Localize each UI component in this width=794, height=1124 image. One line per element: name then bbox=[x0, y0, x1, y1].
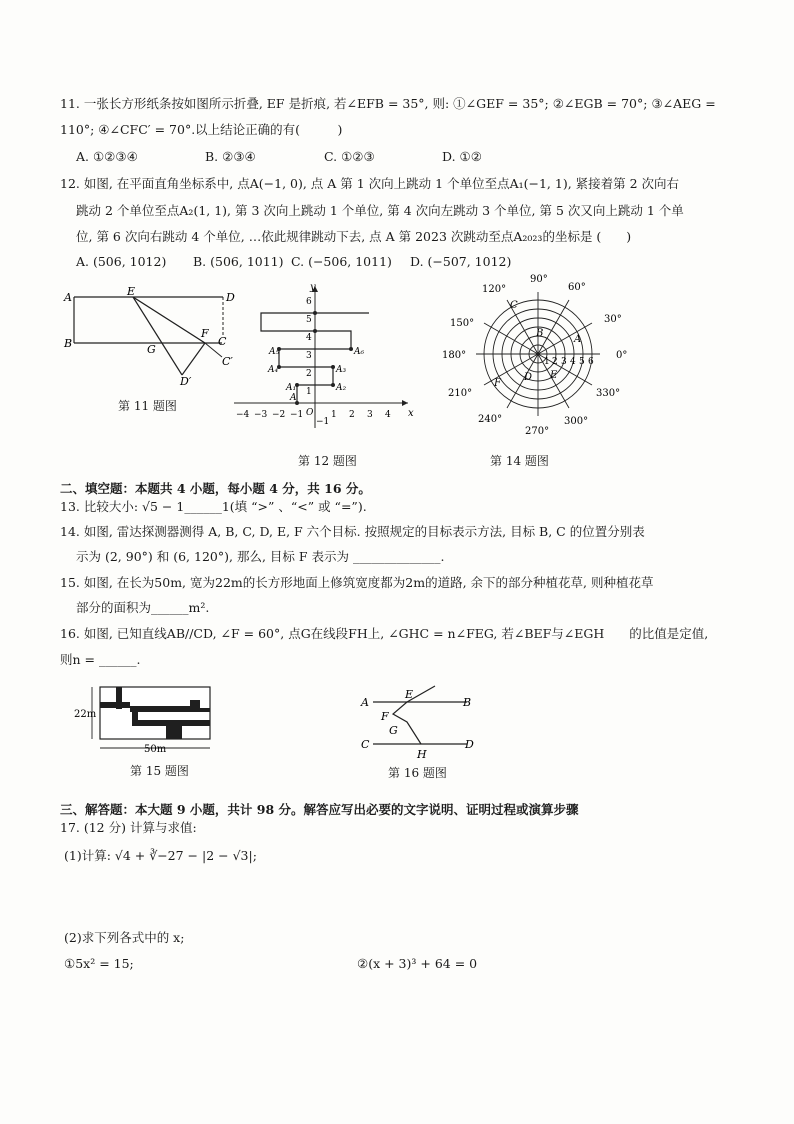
q12-option-b: B. (506, 1011) bbox=[193, 254, 284, 269]
q11-option-c: C. ①②③ bbox=[324, 149, 375, 164]
fig14-angle-60: 60° bbox=[568, 282, 586, 293]
fig12-xtick-neg4: −4 bbox=[236, 410, 250, 420]
fig12-ytick-6: 6 bbox=[306, 297, 312, 307]
fig12-axis-x: x bbox=[408, 408, 414, 419]
q12-option-a: A. (506, 1012) bbox=[76, 254, 167, 269]
fig16-label-h: H bbox=[417, 748, 427, 761]
fig11-label-b: B bbox=[64, 337, 73, 350]
fig12-xtick-4: 4 bbox=[385, 410, 391, 420]
fig12-xtick-neg1: −1 bbox=[290, 410, 304, 420]
fig14-angle-30: 30° bbox=[604, 314, 622, 325]
q14-line1: 14. 如图, 雷达探测器测得 A, B, C, D, E, F 六个目标. 按照规定的目标表示方法, 目标 B, C 的位置分别表 bbox=[60, 524, 645, 539]
fig12-label-a4: A₄ bbox=[268, 365, 279, 375]
fig14-angle-270: 270° bbox=[525, 426, 550, 437]
q17-eq1: ①5x² = 15; bbox=[64, 956, 134, 971]
fig12-axis-y: y bbox=[310, 282, 316, 293]
fig11-label-g: G bbox=[147, 343, 156, 356]
fig11-label-d-prime: D′ bbox=[180, 375, 192, 385]
fig12-label-a: A bbox=[290, 393, 297, 403]
q16-line1: 16. 如图, 已知直线AB//CD, ∠F = 60°, 点G在线段FH上, ∠GHC = n∠FEG, 若∠BEF与∠EGH 的比值是定值, bbox=[60, 626, 709, 641]
q17-title: 17. (12 分) 计算与求值: bbox=[60, 820, 197, 835]
q12-line2: 跳动 2 个单位至点A₂(1, 1), 第 3 次向上跳动 1 个单位, 第 4 次向左跳动 3 个单位, 第 5 次又向上跳动 1 个单 bbox=[76, 203, 684, 218]
figure-11 bbox=[60, 285, 240, 385]
figure-14-caption: 第 14 题图 bbox=[490, 454, 549, 468]
fig14-angle-120: 120° bbox=[482, 284, 507, 295]
figure-12-caption: 第 12 题图 bbox=[298, 454, 357, 468]
fig16-label-g: G bbox=[389, 724, 398, 737]
fig16-label-f: F bbox=[381, 710, 389, 723]
fig14-angle-210: 210° bbox=[448, 388, 473, 399]
fig16-label-d: D bbox=[465, 738, 474, 751]
fig11-label-e: E bbox=[127, 285, 136, 298]
q15-line2: 部分的面积为______m². bbox=[76, 600, 210, 615]
q12-option-d: D. (−507, 1012) bbox=[410, 254, 512, 269]
q11-option-b: B. ②③④ bbox=[205, 149, 256, 164]
figure-15 bbox=[72, 682, 222, 762]
fig14-target-d: D bbox=[524, 372, 533, 383]
q12-option-c: C. (−506, 1011) bbox=[291, 254, 392, 269]
fig14-ring-1: 1 bbox=[544, 357, 550, 367]
q14-line2: 示为 (2, 90°) 和 (6, 120°), 那么, 目标 F 表示为 ______________. bbox=[76, 549, 445, 564]
fig14-target-f: F bbox=[494, 378, 501, 389]
fig16-label-e: E bbox=[405, 688, 414, 701]
fig12-xtick-3: 3 bbox=[367, 410, 373, 420]
fig14-angle-300: 300° bbox=[564, 416, 589, 427]
q17-eq2: ②(x + 3)³ + 64 = 0 bbox=[357, 956, 478, 971]
fig16-label-c: C bbox=[361, 738, 370, 751]
fig12-xtick-2: 2 bbox=[349, 410, 355, 420]
fig12-ytick-2: 2 bbox=[306, 369, 312, 379]
fig14-angle-240: 240° bbox=[478, 414, 503, 425]
q11-option-d: D. ①② bbox=[442, 149, 482, 164]
figure-12 bbox=[228, 278, 418, 436]
fig14-target-c: C bbox=[510, 300, 518, 311]
fig14-target-a: A bbox=[574, 334, 582, 345]
fig14-ring-2: 2 bbox=[552, 357, 558, 367]
fig14-target-b: B bbox=[536, 328, 544, 339]
q11-line1: 11. 一张长方形纸条按如图所示折叠, EF 是折痕, 若∠EFB = 35°, 则: ①∠GEF = 35°; ②∠EGB = 70°; ③∠AEG = bbox=[60, 96, 716, 111]
fig14-angle-330: 330° bbox=[596, 388, 621, 399]
q12-line3: 位, 第 6 次向右跳动 4 个单位, …依此规律跳动下去, 点 A 第 2023 次跳动至点A₂₀₂₃的坐标是 ( ) bbox=[76, 229, 632, 244]
fig12-xtick-1: 1 bbox=[331, 410, 337, 420]
fig11-label-c: C bbox=[218, 335, 227, 348]
fig14-target-e: E bbox=[550, 370, 558, 381]
fig12-label-a5: A₅ bbox=[269, 347, 280, 357]
fig12-label-a1: A₁ bbox=[286, 383, 297, 393]
q11-option-a: A. ①②③④ bbox=[76, 149, 138, 164]
q12-line1: 12. 如图, 在平面直角坐标系中, 点A(−1, 0), 点 A 第 1 次向上跳动 1 个单位至点A₁(−1, 1), 紧接着第 2 次向右 bbox=[60, 176, 680, 191]
fig16-label-a: A bbox=[361, 696, 369, 709]
fig14-angle-150: 150° bbox=[450, 318, 475, 329]
fig11-label-f: F bbox=[201, 327, 209, 340]
fig15-width-label: 22m bbox=[74, 709, 97, 720]
fig14-angle-180: 180° bbox=[442, 350, 467, 361]
fig12-label-a6: A₆ bbox=[354, 347, 365, 357]
q17-part1: (1)计算: √4 + ∛−27 − |2 − √3|; bbox=[64, 848, 257, 863]
q11-line2: 110°; ④∠CFC′ = 70°.以上结论正确的有( ) bbox=[60, 122, 343, 137]
fig11-label-d: D bbox=[226, 291, 235, 304]
fig11-label-a: A bbox=[64, 291, 72, 304]
figure-11-caption: 第 11 题图 bbox=[118, 399, 177, 413]
fig14-angle-0: 0° bbox=[616, 350, 628, 361]
fig14-ring-4: 4 bbox=[570, 357, 576, 367]
fig11-label-c-prime: C′ bbox=[222, 355, 233, 368]
fig14-ring-3: 3 bbox=[561, 357, 567, 367]
fig15-length-label: 50m bbox=[144, 744, 167, 755]
fig12-ytick-neg1: −1 bbox=[316, 417, 330, 427]
fig12-label-a2: A₂ bbox=[336, 383, 347, 393]
figure-14-radar bbox=[440, 272, 640, 442]
figure-15-caption: 第 15 题图 bbox=[130, 764, 189, 778]
fig12-origin: O bbox=[306, 408, 314, 418]
fig12-label-a3: A₃ bbox=[336, 365, 347, 375]
q16-line2: 则n = ______. bbox=[60, 652, 141, 667]
fig14-angle-90: 90° bbox=[530, 274, 548, 285]
fig12-ytick-5: 5 bbox=[306, 315, 312, 325]
figure-16 bbox=[355, 682, 495, 762]
section3-title: 三、解答题：本大题 9 小题，共计 98 分。解答应写出必要的文字说明、证明过程或演算步骤 bbox=[60, 802, 579, 817]
q13-text: 13. 比较大小: √5 − 1______1(填 “>” 、“<” 或 “=”). bbox=[60, 499, 367, 514]
fig12-ytick-1: 1 bbox=[306, 387, 312, 397]
fig12-ytick-4: 4 bbox=[306, 333, 312, 343]
fig12-ytick-3: 3 bbox=[306, 351, 312, 361]
figure-16-caption: 第 16 题图 bbox=[388, 766, 447, 780]
q17-part2: (2)求下列各式中的 x; bbox=[64, 930, 185, 945]
fig16-label-b: B bbox=[463, 696, 472, 709]
fig14-ring-5: 5 bbox=[579, 357, 585, 367]
q15-line1: 15. 如图, 在长为50m, 宽为22m的长方形地面上修筑宽度都为2m的道路, 余下的部分种植花草, 则种植花草 bbox=[60, 575, 654, 590]
fig14-ring-6: 6 bbox=[588, 357, 594, 367]
fig12-xtick-neg2: −2 bbox=[272, 410, 286, 420]
section2-title: 二、填空题：本题共 4 小题，每小题 4 分，共 16 分。 bbox=[60, 481, 371, 496]
fig12-xtick-neg3: −3 bbox=[254, 410, 268, 420]
